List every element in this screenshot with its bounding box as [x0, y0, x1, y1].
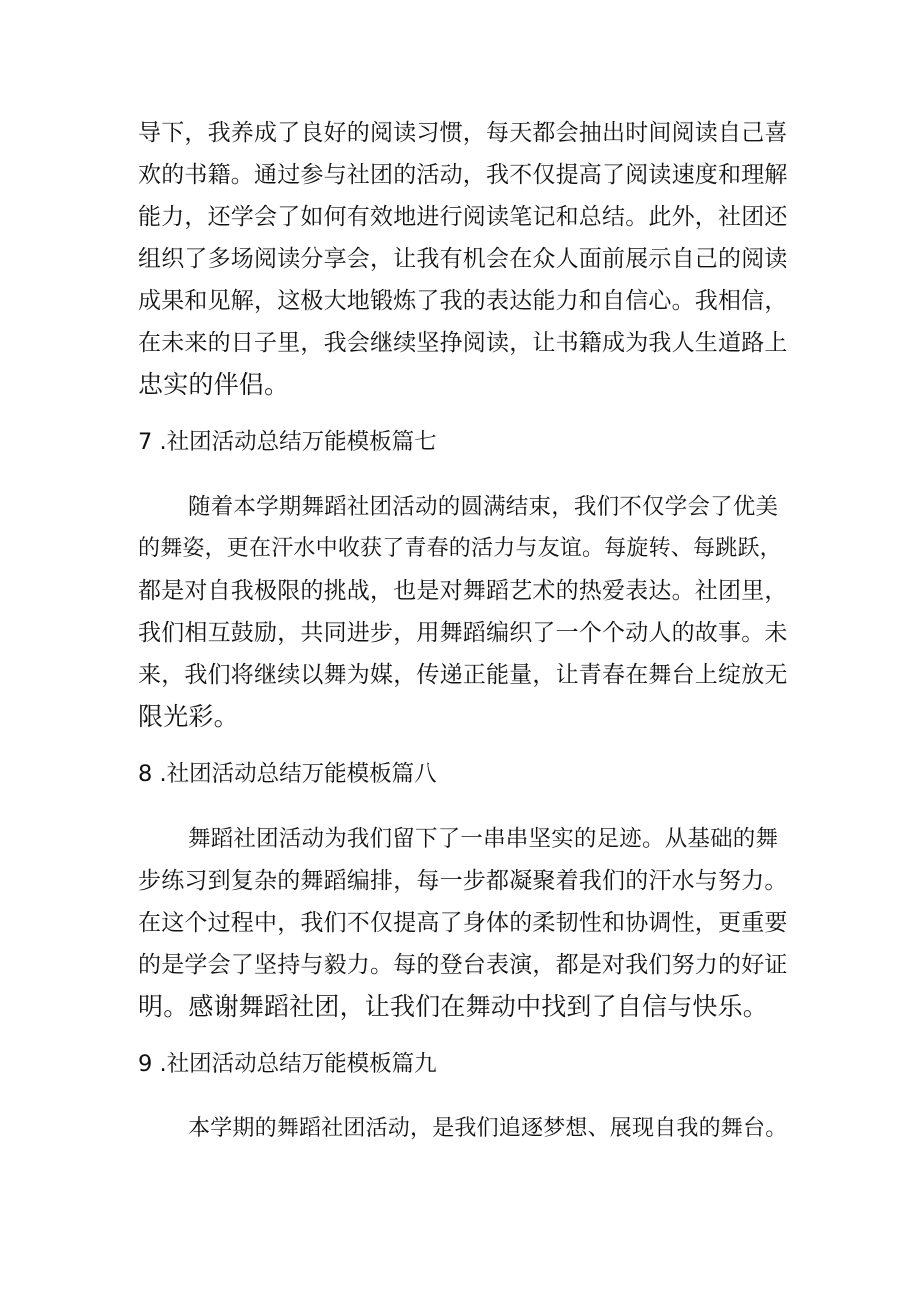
paragraph-line: 步练习到复杂的舞蹈编排，每一步都凝聚着我们的汗水与努力。	[138, 868, 788, 894]
paragraph-line: 忠实的伴侣。	[138, 370, 290, 399]
section-heading: 7 .社团活动总结万能模板篇七	[138, 429, 437, 455]
paragraph-line: 的是学会了坚持与毅力。每的登台表演，都是对我们努力的好证	[138, 952, 788, 978]
paragraph-line: 导下，我养成了良好的阅读习惯，每天都会抽出时间阅读自己喜	[138, 120, 788, 146]
paragraph-line: 组织了多场阅读分享会，让我有机会在众人面前展示自己的阅读	[138, 246, 788, 272]
paragraph-line: 随着本学期舞蹈社团活动的圆满结束，我们不仅学会了优美	[188, 494, 779, 520]
paragraph-line: 欢的书籍。通过参与社团的活动，我不仅提高了阅读速度和理解	[138, 162, 788, 188]
paragraph-line: 在这个过程中，我们不仅提高了身体的柔韧性和协调性，更重要	[138, 910, 788, 936]
paragraph-line: 成果和见解，这极大地锻炼了我的表达能力和自信心。我相信，	[138, 288, 788, 314]
paragraph-line: 限光彩。	[138, 702, 239, 731]
paragraph-line: 能力，还学会了如何有效地进行阅读笔记和总结。此外，社团还	[138, 204, 788, 230]
paragraph-line: 我们相互鼓励，共同进步，用舞蹈编织了一个个动人的故事。未	[138, 620, 788, 646]
paragraph-line: 的舞姿，更在汗水中收获了青春的活力与友谊。每旋转、每跳跃，	[138, 536, 782, 561]
section-heading: 8 .社团活动总结万能模板篇八	[138, 761, 437, 787]
paragraph-line: 本学期的舞蹈社团活动，是我们追逐梦想、展现自我的舞台。	[188, 1116, 788, 1141]
paragraph-line: 舞蹈社团活动为我们留下了一串串坚实的足迹。从基础的舞	[188, 826, 779, 852]
paragraph-line: 都是对自我极限的挑战，也是对舞蹈艺术的热爱表达。社团里，	[138, 578, 788, 604]
paragraph-line: 来，我们将继续以舞为媒，传递正能量，让青春在舞台上绽放无	[138, 662, 788, 688]
paragraph-line: 明。感谢舞蹈社团，让我们在舞动中找到了自信与快乐。	[138, 992, 769, 1021]
section-heading: 9 .社团活动总结万能模板篇九	[138, 1051, 437, 1077]
paragraph-line: 在未来的日子里，我会继续坚挣阅读，让书籍成为我人生道路上	[138, 330, 788, 356]
